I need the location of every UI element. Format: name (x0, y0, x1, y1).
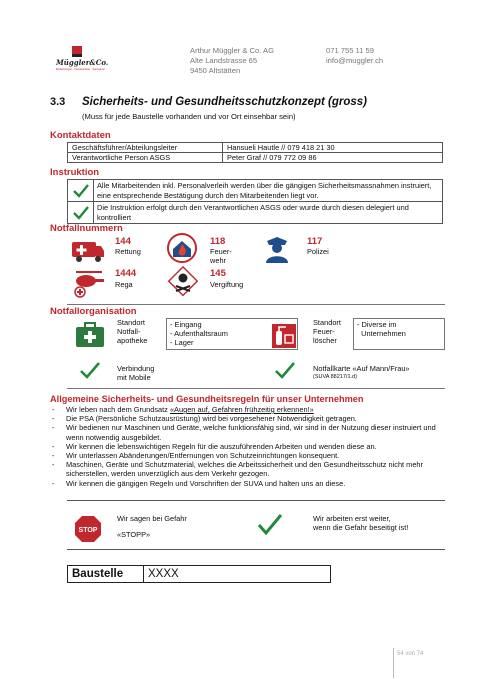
organisation-heading: Notfallorganisation (50, 306, 137, 317)
emergency-number: 118 (210, 236, 226, 247)
contact-role: Geschäftsführer/Abteilungsleiter (68, 143, 223, 153)
standort-apotheke-list: - Eingang - Aufenthaltsraum - Lager (166, 318, 298, 350)
emergency-label: Polizei (307, 247, 329, 256)
baustelle-box (67, 565, 331, 583)
checkmark-icon (80, 362, 100, 385)
checkmark-icon (68, 180, 94, 201)
logo-mark-base (72, 54, 82, 57)
standort-loescher-label: Standort Feuer- löscher (313, 318, 341, 345)
list-item (68, 180, 442, 202)
fire-icon (167, 233, 197, 268)
list-item: - Wir kennen die gängigen Regeln und Vorschriften der SUVA und halten uns an diese. (52, 478, 346, 488)
page-number: 54 von 74 (393, 648, 441, 678)
company-contact (326, 46, 383, 66)
stop-right-line2: wenn die Gefahr beseitigt ist! (313, 523, 409, 532)
list-item: - Wir bedienen nur Maschinen und Geräte, welche funktionsfähig sind, wir sind in der Nutzung dieser instruiert und wenn notwendig ausgebildet. (52, 423, 442, 441)
regel-text: Wir bedienen nur Maschinen und Geräte, welche funktionsfähig sind, wir sind in der Nutzung dieser instruiert und wenn notwendig ausgebildet. (66, 423, 436, 442)
verbindung-label: Verbindung mit Mobile (117, 364, 155, 382)
stop-sign-icon (74, 515, 102, 548)
regeln-list (52, 405, 442, 488)
regel-text: Wir leben nach dem Grundsatz (66, 405, 170, 414)
kontaktdaten-heading: Kontaktdaten (50, 130, 111, 141)
instruktion-text: Alle Mitarbeitenden inkl. Personalverleih werden über die gängigen Sicherheitsmassnahmen instruiert, eine entsprechende Bestätigung durch den Mitarbeitenden liegt vor. (97, 181, 432, 200)
company-logo: Müggler&Co. (56, 58, 109, 67)
poison-icon (168, 266, 198, 301)
divider (67, 304, 445, 305)
list-item: - Die PSA (Persönliche Schutzausrüstung) wird bei vorgesehener Notwendigkeit getragen. (52, 414, 357, 424)
list-item (68, 202, 442, 223)
suva-reference: (SUVA 88217/1.d) (313, 374, 357, 380)
regel-text: Maschinen, Geräte und Schutzmaterial, welches die Arbeitssicherheit und den Gesundheitsschutz nicht mehr sicherstellen, werden unverzüglich aus dem Verkehr gezogen. (66, 460, 423, 479)
emergency-number: 145 (210, 268, 226, 279)
emergency-label: Vergiftung (210, 280, 244, 289)
emergency-label: Feuer- wehr (210, 247, 232, 265)
regeln-heading: Allgemeine Sicherheits- und Gesundheitsregeln für unser Unternehmen (50, 394, 364, 404)
first-aid-kit-icon (75, 322, 105, 353)
table-row (68, 143, 443, 153)
regel-motto: «Augen auf, Gefahren frühzeitig erkennen!» (169, 405, 314, 414)
checkmark-icon (258, 514, 282, 541)
notfall-heading: Notfallnummern (50, 223, 123, 234)
logo-mark (72, 46, 82, 54)
regel-text: Wir unterlassen Abänderungen/Entfernungen von Schutzeinrichtungen konsequent. (66, 451, 340, 461)
company-city: 9450 Altstätten (190, 66, 241, 75)
contact-person: Peter Graf // 079 772 09 86 (223, 153, 443, 163)
section-number: 3.3 (50, 96, 66, 108)
contact-role: Verantwortliche Person ASGS (68, 153, 223, 163)
instruktion-text: Die Instruktion erfolgt durch den Verantwortlichen ASGS oder wurde durch diesen delegiert und kontrolliert (97, 203, 409, 222)
logo-tagline: Bedachungen · Fassadenbau · Spenglerei (56, 68, 105, 71)
standort-loescher-list: - Diverse im Unternehmen (353, 318, 445, 350)
emergency-number: 117 (307, 236, 323, 247)
baustelle-value[interactable]: XXXX (148, 568, 179, 580)
table-row (68, 153, 443, 163)
regel-text: Wir kennen die lebenswichtigen Regeln für die auszuführenden Arbeiten und wenden diese an. (66, 441, 377, 451)
stop-sign-text: STOP (78, 527, 98, 534)
section-title: Sicherheits- und Gesundheitsschutzkonzept (gross) (82, 96, 367, 108)
company-address (190, 46, 274, 76)
list-item: - Wir unterlassen Abänderungen/Entfernungen von Schutzeinrichtungen konsequent. (52, 451, 340, 461)
regel-text: Die PSA (Persönliche Schutzausrüstung) wird bei vorgesehener Notwendigkeit getragen. (66, 414, 357, 424)
stop-left-line1: Wir sagen bei Gefahr (117, 514, 187, 523)
divider (67, 388, 445, 389)
standort-apotheke-label: Standort Notfall- apotheke (117, 318, 148, 345)
list-item: - Wir leben nach dem Grundsatz «Augen auf, Gefahren frühzeitig erkennen!» (52, 405, 314, 414)
police-icon (263, 234, 291, 269)
emergency-number: 1444 (115, 268, 137, 279)
stop-right-line1: Wir arbeiten erst weiter, (313, 514, 391, 523)
emergency-label: Rettung (115, 247, 141, 256)
kontaktdaten-table (67, 142, 443, 163)
contact-person: Hansueli Hautle // 079 418 21 30 (223, 143, 443, 153)
company-email[interactable]: info@muggler.ch (326, 56, 384, 65)
instruktion-heading: Instruktion (50, 167, 100, 178)
checkmark-icon (68, 202, 94, 223)
instruktion-list (67, 179, 443, 224)
regel-text: Wir kennen die gängigen Regeln und Vorschriften der SUVA und halten uns an diese. (66, 478, 346, 488)
list-item: - Wir kennen die lebenswichtigen Regeln für die auszuführenden Arbeiten und wenden diese an. (52, 441, 377, 451)
stop-left-line2: «STOPP» (117, 530, 151, 539)
ambulance-icon (71, 236, 105, 269)
baustelle-label: Baustelle (68, 566, 144, 582)
emergency-label: Rega (115, 280, 133, 289)
emergency-number: 144 (115, 236, 131, 247)
company-street: Alte Landstrasse 65 (190, 56, 258, 65)
list-item: - Maschinen, Geräte und Schutzmaterial, welches die Arbeitssicherheit und den Gesundheitsschutz nicht mehr sicherstellen, werden unverzüglich aus dem Verkehr gezogen. (52, 460, 442, 478)
company-name: Arthur Müggler & Co. AG (190, 46, 274, 55)
helicopter-icon (72, 268, 106, 303)
fire-extinguisher-icon (271, 323, 297, 354)
company-phone: 071 755 11 59 (326, 46, 374, 55)
notfallkarte-label: Notfallkarte «Auf Mann/Frau» (313, 364, 410, 373)
section-subtitle: (Muss für jede Baustelle vorhanden und vor Ort einsehbar sein) (82, 112, 296, 121)
checkmark-icon (275, 362, 295, 385)
